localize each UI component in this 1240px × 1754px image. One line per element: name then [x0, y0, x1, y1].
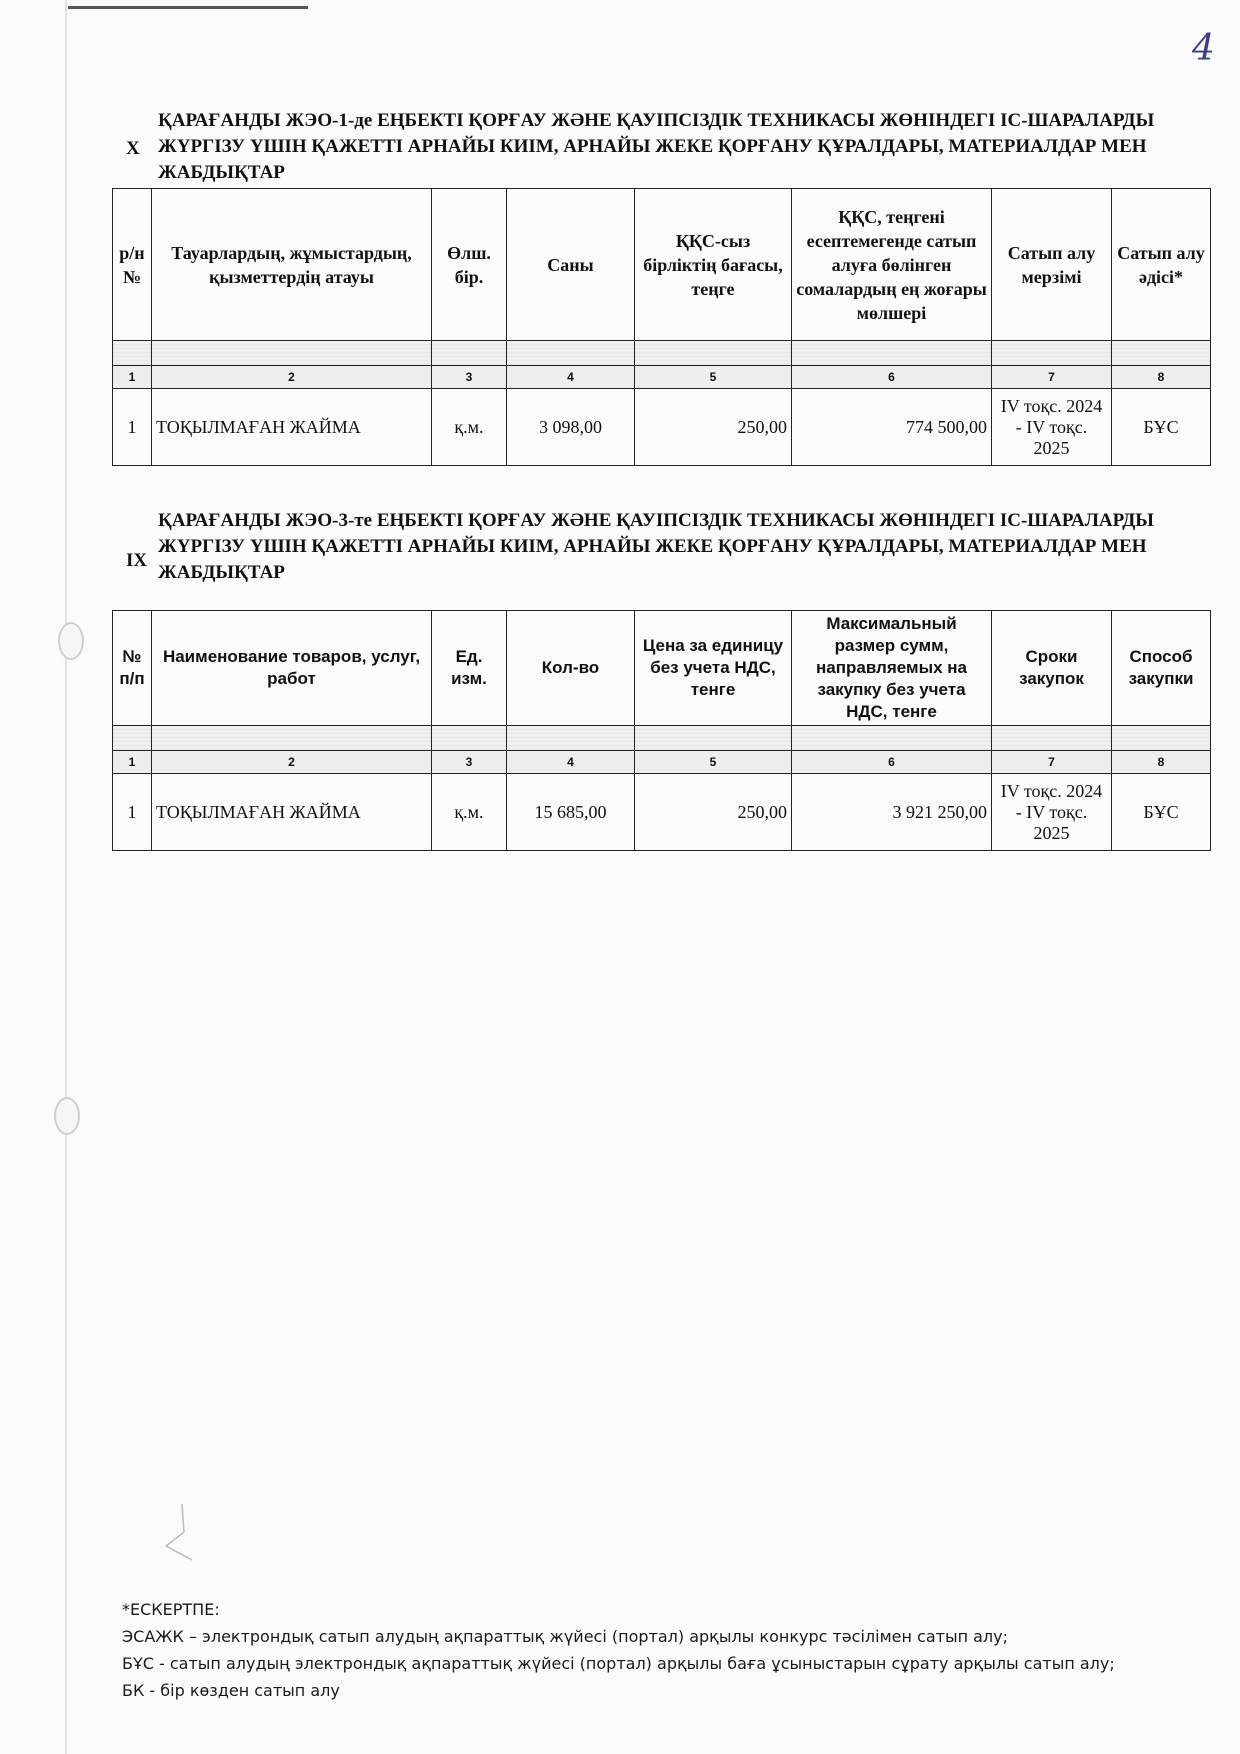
- punch-hole: [58, 622, 84, 660]
- page-number: 4: [1192, 28, 1215, 69]
- total-amount: 774 500,00: [792, 389, 992, 466]
- footnote-line: ЭСАЖК – электрондық сатып алудың ақпараттық жүйесі (портал) арқылы конкурс тәсілімен сатып алу;: [122, 1627, 1009, 1646]
- procurement-method: БҰС: [1112, 774, 1211, 851]
- section-roman: IX: [126, 550, 148, 571]
- header-cell: Наименование товаров, услуг, работ: [152, 611, 432, 726]
- header-cell: Цена за единицу без учета НДС, тенге: [635, 611, 792, 726]
- column-number-row: [113, 751, 1211, 774]
- item-name: ТОҚЫЛМАҒАН ЖАЙМА: [152, 774, 432, 851]
- column-number: 6: [792, 751, 992, 774]
- section-title: ҚАРАҒАНДЫ ЖЭО-1-де ЕҢБЕКТІ ҚОРҒАУ ЖӘНЕ ҚАУІПСІЗДІК ТЕХНИКАСЫ ЖӨНІНДЕГІ ІС-ШАРАЛАРДЫ ЖҮРГІЗУ ҮШІН ҚАЖЕТТІ АРНАЙЫ КИІМ, АРНАЙЫ ЖЕКЕ ҚОРҒАНУ ҚҰРАЛДАРЫ, МАТЕРИАЛДАР МЕН ЖАБДЫҚТАР: [158, 110, 1155, 183]
- column-number: 2: [152, 751, 432, 774]
- section-header: [112, 508, 1210, 586]
- column-number: 6: [792, 366, 992, 389]
- procurement-table: [112, 610, 1211, 851]
- footnote-line: БҰС - сатып алудың электрондық ақпараттық жүйесі (портал) арқылы баға ұсыныстарын сұрату арқылы сатып алу;: [122, 1654, 1115, 1673]
- header-row: [113, 611, 1211, 726]
- header-row: [113, 189, 1211, 341]
- column-number: 5: [635, 366, 792, 389]
- spacer-row: [113, 726, 1211, 751]
- column-number: 4: [507, 366, 635, 389]
- header-cell: Ед. изм.: [432, 611, 507, 726]
- unit: қ.м.: [432, 774, 507, 851]
- column-number: 2: [152, 366, 432, 389]
- unit-price: 250,00: [635, 389, 792, 466]
- header-cell: Максимальный размер сумм, направляемых на закупку без учета НДС, тенге: [792, 611, 992, 726]
- section-title: ҚАРАҒАНДЫ ЖЭО-3-те ЕҢБЕКТІ ҚОРҒАУ ЖӘНЕ ҚАУІПСІЗДІК ТЕХНИКАСЫ ЖӨНІНДЕГІ ІС-ШАРАЛАРДЫ ЖҮРГІЗУ ҮШІН ҚАЖЕТТІ АРНАЙЫ КИІМ, АРНАЙЫ ЖЕКЕ ҚОРҒАНУ ҚҰРАЛДАРЫ, МАТЕРИАЛДАР МЕН ЖАБДЫҚТАР: [158, 510, 1154, 583]
- column-number: 3: [432, 751, 507, 774]
- header-cell: Кол-во: [507, 611, 635, 726]
- unit-price: 250,00: [635, 774, 792, 851]
- row-number: 1: [113, 774, 152, 851]
- punch-hole: [54, 1097, 80, 1135]
- column-number: 3: [432, 366, 507, 389]
- column-number: 7: [992, 751, 1112, 774]
- procurement-period: IV тоқс. 2024 - IV тоқс. 2025: [992, 389, 1112, 466]
- column-number: 1: [113, 751, 152, 774]
- procurement-method: БҰС: [1112, 389, 1211, 466]
- quantity: 15 685,00: [507, 774, 635, 851]
- header-cell: Тауарлардың, жұмыстардың, қызметтердің атауы: [152, 189, 432, 341]
- table-row: [113, 774, 1211, 851]
- row-number: 1: [113, 389, 152, 466]
- column-number-row: [113, 366, 1211, 389]
- column-number: 5: [635, 751, 792, 774]
- procurement-table: [112, 188, 1211, 466]
- page-edge: [65, 0, 67, 1754]
- section-ix: [112, 508, 1210, 851]
- column-number: 4: [507, 751, 635, 774]
- section-x: [112, 108, 1210, 466]
- top-rule: [68, 6, 308, 9]
- header-cell: Сроки закупок: [992, 611, 1112, 726]
- quantity: 3 098,00: [507, 389, 635, 466]
- column-number: 8: [1112, 366, 1211, 389]
- procurement-period: IV тоқс. 2024 - IV тоқс. 2025: [992, 774, 1112, 851]
- footnote-line: БК - бір көзден сатып алу: [122, 1681, 340, 1700]
- header-cell: р/н №: [113, 189, 152, 341]
- header-cell: № п/п: [113, 611, 152, 726]
- footnote-heading: *ЕСКЕРТПЕ:: [122, 1600, 220, 1619]
- header-cell: ҚҚС, теңгені есептемегенде сатып алуға бөлінген сомалардың ең жоғары мөлшері: [792, 189, 992, 341]
- header-cell: Способ закупки: [1112, 611, 1211, 726]
- item-name: ТОҚЫЛМАҒАН ЖАЙМА: [152, 389, 432, 466]
- column-number: 8: [1112, 751, 1211, 774]
- column-number: 7: [992, 366, 1112, 389]
- footnote: [122, 1596, 1115, 1704]
- unit: қ.м.: [432, 389, 507, 466]
- spacer-row: [113, 341, 1211, 366]
- section-roman: X: [126, 138, 140, 159]
- header-cell: Сатып алу мерзімі: [992, 189, 1112, 341]
- section-header: [112, 108, 1210, 186]
- header-cell: Өлш. бір.: [432, 189, 507, 341]
- total-amount: 3 921 250,00: [792, 774, 992, 851]
- table-row: [113, 389, 1211, 466]
- header-cell: ҚҚС-сыз бірліктің бағасы, теңге: [635, 189, 792, 341]
- header-cell: Саны: [507, 189, 635, 341]
- header-cell: Сатып алу әдісі*: [1112, 189, 1211, 341]
- column-number: 1: [113, 366, 152, 389]
- pencil-mark: [162, 1502, 202, 1562]
